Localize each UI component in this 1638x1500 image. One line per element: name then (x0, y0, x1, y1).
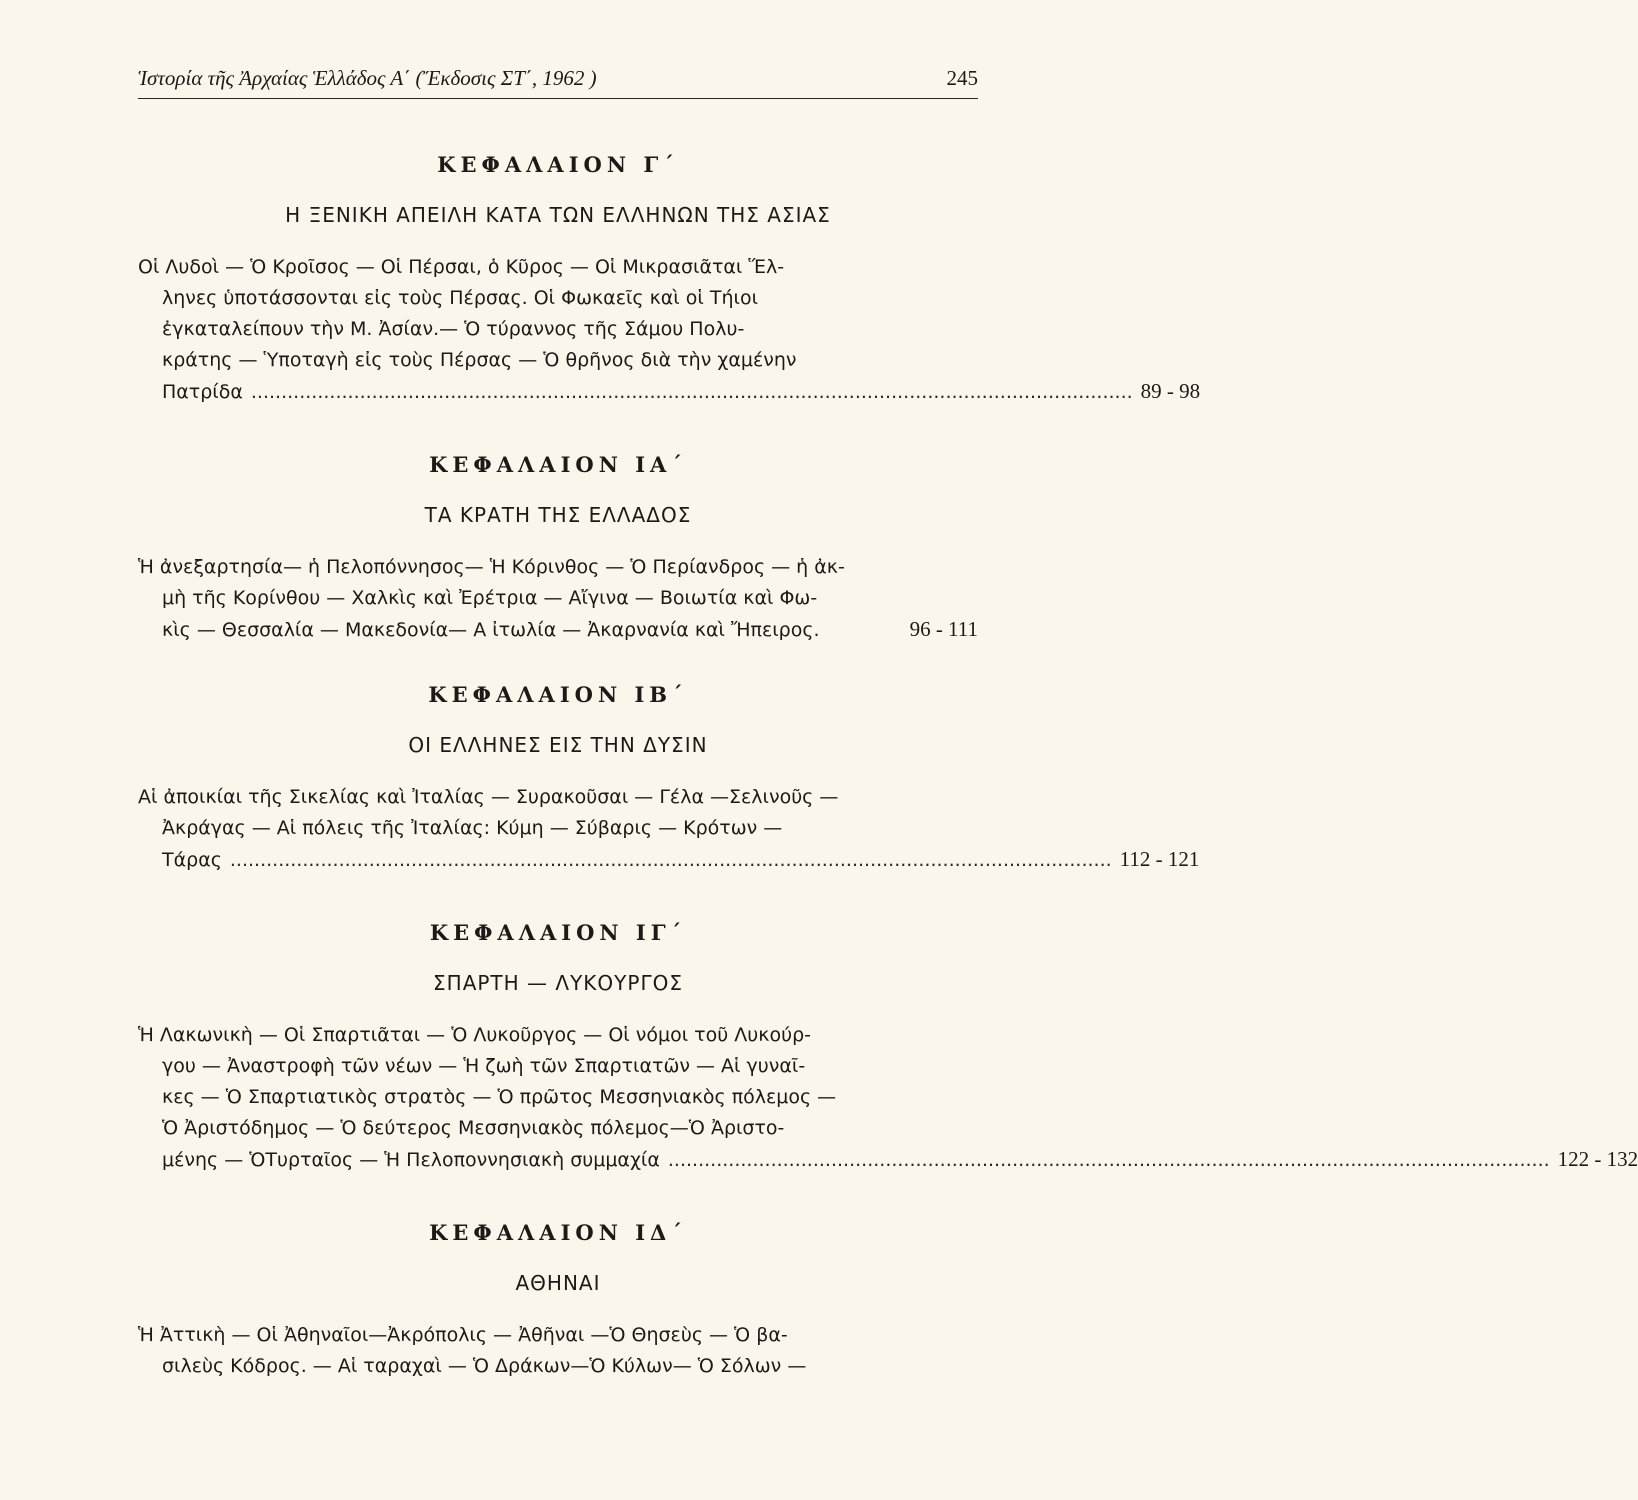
dot-leader: .................................................................................................................................................. (229, 849, 1112, 871)
entry-line: Ὁ Ἀριστόδημος — Ὁ δεύτερος Μεσσηνιακὸς πόλεμος—Ὁ Ἀριστο- (162, 1117, 785, 1139)
entry-line: Τάρας (162, 849, 222, 871)
entry-line: κὶς — Θεσσαλία — Μακεδονία— Α ἰτωλία — Ἀκαρνανία καὶ Ἤπειρος. (162, 619, 820, 641)
chapter-title: Η ΞΕΝΙΚΗ ΑΠΕΙΛΗ ΚΑΤΑ ΤΩΝ ΕΛΛΗΝΩΝ ΤΗΣ ΑΣΙΑΣ (285, 203, 831, 227)
chapter-heading: ΚΕΦΑΛΑΙΟΝ ΙΓ΄ (429, 920, 687, 945)
chapter-12 (138, 680, 1200, 875)
running-head (138, 64, 978, 99)
page-range: 112 - 121 (1119, 847, 1200, 871)
book-title: Ἱστορία τῆς Ἀρχαίας Ἑλλάδος Α΄ (Ἔκδοσις ΣΤ΄, 1962 ) (138, 66, 597, 90)
chapter-heading: ΚΕΦΑΛΑΙΟΝ ΙΑ΄ (429, 452, 687, 477)
page-range: 89 - 98 (1140, 379, 1201, 403)
toc-entry (138, 1320, 978, 1382)
chapter-title: ΟΙ ΕΛΛΗΝΕΣ ΕΙΣ ΤΗΝ ΔΥΣΙΝ (408, 733, 708, 757)
entry-line: Οἱ Λυδοὶ — Ὁ Κροῖσος — Οἱ Πέρσαι, ὁ Κῦρος — Οἱ Μικρασιᾶται Ἕλ- (138, 256, 785, 278)
page-number: 245 (946, 66, 978, 90)
page-range: 122 - 132 (1557, 1147, 1638, 1171)
chapter-heading: ΚΕΦΑΛΑΙΟΝ Γ΄ (437, 152, 679, 177)
chapter-11 (138, 450, 978, 645)
chapter-14 (138, 1218, 978, 1382)
entry-line: Πατρίδα (162, 381, 243, 403)
entry-line: Ἡ ἀνεξαρτησία— ἡ Πελοπόννησος— Ἡ Κόρινθος — Ὁ Περίανδρος — ἡ ἀκ- (138, 556, 845, 578)
chapter-title: ΤΑ ΚΡΑΤΗ ΤΗΣ ΕΛΛΑΔΟΣ (424, 503, 692, 527)
chapter-10 (138, 150, 1201, 407)
entry-line: Ἡ Λακωνικὴ — Οἱ Σπαρτιᾶται — Ὁ Λυκοῦργος — Οἱ νόμοι τοῦ Λυκούρ- (138, 1024, 812, 1046)
entry-line: μένης — ὉΤυρταῖος — Ἡ Πελοποννησιακὴ συμμαχία (162, 1149, 660, 1171)
entry-line: σιλεὺς Κόδρος. — Αἱ ταραχαὶ — Ὁ Δράκων—Ὁ Κύλων— Ὁ Σόλων — (162, 1355, 807, 1377)
toc-entry (138, 252, 1201, 407)
chapter-title: ΑΘΗΝΑΙ (515, 1271, 601, 1295)
chapter-heading: ΚΕΦΑΛΑΙΟΝ ΙΔ΄ (429, 1220, 687, 1245)
dot-leader: .................................................................................................................................................. (667, 1149, 1550, 1171)
entry-line: κες — Ὁ Σπαρτιατικὸς στρατὸς — Ὁ πρῶτος Μεσσηνιακὸς πόλεμος — (162, 1086, 837, 1108)
chapter-13 (138, 918, 1638, 1175)
entry-line: ληνες ὑποτάσσονται εἰς τοὺς Πέρσας. Οἱ Φωκαεῖς καὶ οἱ Τήιοι (162, 287, 759, 309)
entry-line: Αἱ ἀποικίαι τῆς Σικελίας καὶ Ἰταλίας — Συρακοῦσαι — Γέλα —Σελινοῦς — (138, 786, 839, 808)
entry-line: κράτης — Ὑποταγὴ εἰς τοὺς Πέρσας — Ὁ θρῆνος διὰ τὴν χαμένην (162, 349, 797, 371)
toc-entry (138, 552, 978, 645)
toc-entry (138, 1020, 1638, 1175)
entry-line: μὴ τῆς Κορίνθου — Χαλκὶς καὶ Ἐρέτρια — Αἴγινα — Βοιωτία καὶ Φω- (162, 587, 818, 609)
entry-line: ἐγκαταλείπουν τὴν Μ. Ἀσίαν.— Ὁ τύραννος τῆς Σάμου Πολυ- (162, 318, 745, 340)
entry-line: Ἡ Ἀττικὴ — Οἱ Ἀθηναῖοι—Ἀκρόπολις — Ἀθῆναι —Ὁ Θησεὺς — Ὁ βα- (138, 1324, 788, 1346)
entry-line: Ἀκράγας — Αἱ πόλεις τῆς Ἰταλίας: Κύμη — Σύβαρις — Κρότων — (162, 817, 783, 839)
chapter-heading: ΚΕΦΑΛΑΙΟΝ ΙΒ΄ (428, 682, 688, 707)
entry-line: γου — Ἀναστροφὴ τῶν νέων — Ἡ ζωὴ τῶν Σπαρτιατῶν — Αἱ γυναῖ- (162, 1055, 806, 1077)
dot-leader: .................................................................................................................................................. (250, 381, 1133, 403)
chapter-title: ΣΠΑΡΤΗ — ΛΥΚΟΥΡΓΟΣ (433, 971, 683, 995)
toc-entry (138, 782, 1200, 875)
page-range: 96 - 111 (909, 617, 978, 641)
